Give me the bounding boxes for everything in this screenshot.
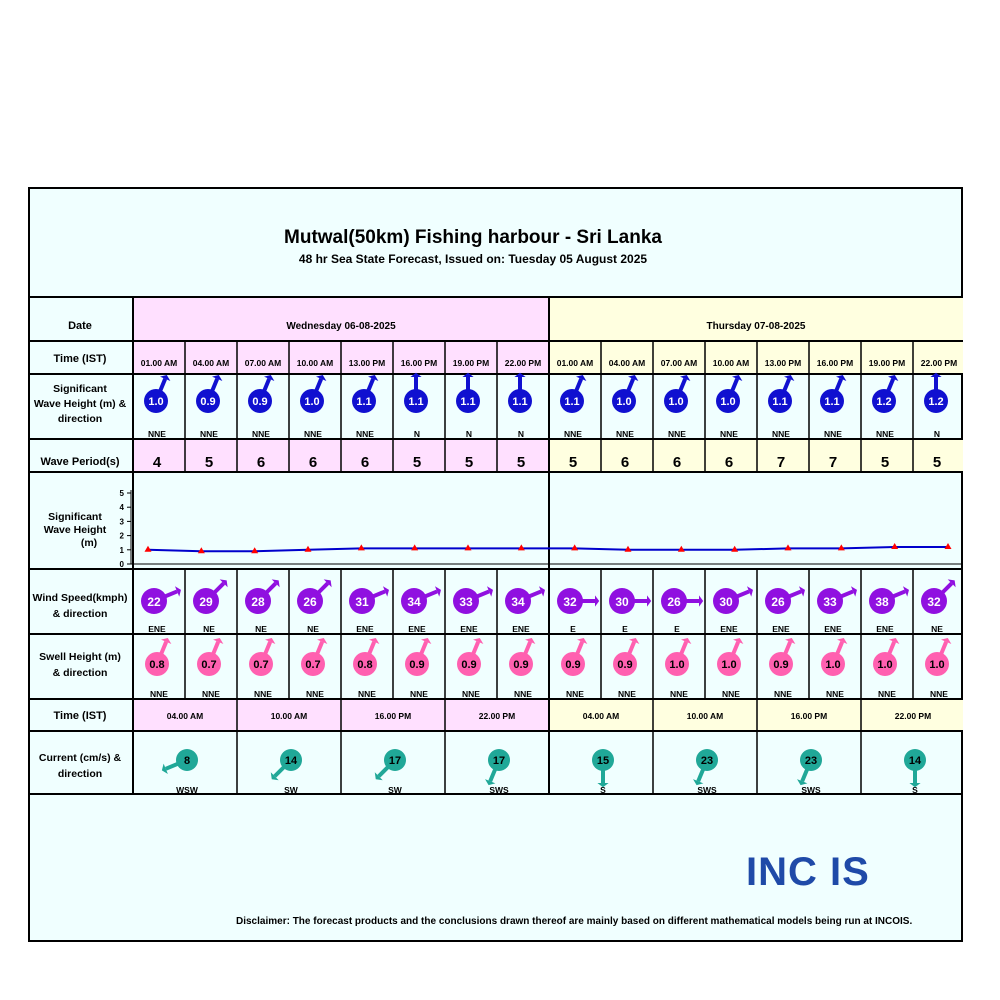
wave-direction-label: N xyxy=(465,429,473,439)
graph-point xyxy=(145,546,152,552)
wind-direction-label: NE xyxy=(931,624,943,634)
row-label-graph: (m) xyxy=(80,537,98,549)
wave-height-value: 1.1 xyxy=(564,396,580,408)
current-speed-value: 17 xyxy=(388,755,402,767)
wave-direction-label: NNE xyxy=(616,429,634,439)
graph-y-tick-label: 2 xyxy=(119,531,124,541)
row-label-wind: Wind Speed(kmph) xyxy=(32,592,128,604)
current-speed-value: 23 xyxy=(804,755,818,767)
row-label-wave: direction xyxy=(57,413,103,425)
day-label-2: Thursday 07-08-2025 xyxy=(706,321,806,332)
time-cell: 13.00 PM xyxy=(764,358,802,368)
time-cell: 07.00 AM xyxy=(660,358,698,368)
row-label-swell: Swell Height (m) xyxy=(39,651,121,663)
arrow-head xyxy=(647,595,651,606)
swell-direction-label: NNE xyxy=(930,689,948,699)
wave-period-value: 6 xyxy=(672,454,682,471)
current-direction-label: SW xyxy=(388,785,402,795)
arrow-head xyxy=(595,595,599,606)
wave-direction-label: NNE xyxy=(772,429,790,439)
wave-height-value: 1.1 xyxy=(512,396,528,408)
wave-direction-label: N xyxy=(517,429,525,439)
wind-speed-value: 32 xyxy=(563,595,577,609)
row-label-wave: Significant xyxy=(53,383,107,395)
swell-direction-label: NNE xyxy=(722,689,740,699)
wind-direction-label: ENE xyxy=(720,624,738,634)
swell-direction-label: NNE xyxy=(462,689,480,699)
wave-height-value: 0.9 xyxy=(252,396,268,408)
wave-period-value: 7 xyxy=(776,454,786,471)
wind-speed-value: 34 xyxy=(407,595,421,609)
wave-height-value: 1.1 xyxy=(460,396,476,408)
swell-direction-label: NNE xyxy=(774,689,792,699)
row-label-date: Date xyxy=(68,320,92,332)
time-cell: 01.00 AM xyxy=(556,358,594,368)
row-label-wave: Wave Height (m) & xyxy=(33,398,127,410)
wave-direction-label: NNE xyxy=(200,429,218,439)
time-cell: 10.00 AM xyxy=(296,358,334,368)
time2-cell: 16.00 PM xyxy=(790,711,828,721)
swell-height-value: 0.9 xyxy=(617,659,633,671)
wind-speed-value: 26 xyxy=(303,595,317,609)
wind-speed-value: 33 xyxy=(459,595,473,609)
wave-height-value: 1.2 xyxy=(876,396,892,408)
arrow-head xyxy=(699,595,703,606)
row-label-time2: Time (IST) xyxy=(53,710,107,722)
current-direction-icon xyxy=(162,749,198,774)
wind-speed-value: 33 xyxy=(823,595,837,609)
time2-cell: 10.00 AM xyxy=(270,711,308,721)
swell-direction-label: NNE xyxy=(566,689,584,699)
time2-cell: 22.00 PM xyxy=(894,711,932,721)
time-cell: 01.00 AM xyxy=(140,358,178,368)
current-speed-value: 14 xyxy=(908,755,922,767)
wave-direction-label: NNE xyxy=(824,429,842,439)
row-label-period: Wave Period(s) xyxy=(40,456,120,468)
swell-direction-label: NNE xyxy=(358,689,376,699)
current-direction-label: WSW xyxy=(176,785,198,795)
wave-direction-label: NNE xyxy=(304,429,322,439)
day-label-1: Wednesday 06-08-2025 xyxy=(286,321,396,332)
time2-cell: 04.00 AM xyxy=(582,711,620,721)
current-direction-label: SWS xyxy=(697,785,717,795)
wind-speed-value: 28 xyxy=(251,595,265,609)
time2-cell: 10.00 AM xyxy=(686,711,724,721)
wave-height-value: 1.1 xyxy=(408,396,424,408)
swell-height-value: 0.7 xyxy=(305,659,321,671)
wave-period-value: 5 xyxy=(412,454,422,471)
graph-y-tick-label: 4 xyxy=(119,503,124,513)
swell-height-value: 1.0 xyxy=(929,659,945,671)
wind-speed-value: 30 xyxy=(719,595,733,609)
swell-direction-label: NNE xyxy=(202,689,220,699)
wind-direction-label: E xyxy=(570,624,576,634)
wave-period-value: 5 xyxy=(568,454,578,471)
swell-height-value: 0.9 xyxy=(773,659,789,671)
swell-height-value: 0.8 xyxy=(149,659,165,671)
wave-height-value: 1.0 xyxy=(720,396,736,408)
wave-direction-label: NNE xyxy=(356,429,374,439)
wind-speed-value: 34 xyxy=(511,595,525,609)
wind-direction-label: E xyxy=(674,624,680,634)
wave-direction-label: NNE xyxy=(564,429,582,439)
wave-height-value: 1.1 xyxy=(824,396,840,408)
wave-period-value: 6 xyxy=(256,454,266,471)
current-direction-label: SW xyxy=(284,785,298,795)
logo-text: INC IS xyxy=(746,850,870,894)
wind-direction-label: ENE xyxy=(408,624,426,634)
wind-direction-label: ENE xyxy=(356,624,374,634)
swell-direction-label: NNE xyxy=(150,689,168,699)
wave-direction-label: NNE xyxy=(148,429,166,439)
swell-height-value: 0.9 xyxy=(461,659,477,671)
wave-height-value: 1.2 xyxy=(928,396,944,408)
wind-direction-label: ENE xyxy=(824,624,842,634)
wind-speed-value: 22 xyxy=(147,595,161,609)
wind-speed-value: 29 xyxy=(199,595,213,609)
wave-period-value: 5 xyxy=(204,454,214,471)
wind-direction-label: ENE xyxy=(876,624,894,634)
wind-direction-label: ENE xyxy=(460,624,478,634)
swell-direction-label: NNE xyxy=(254,689,272,699)
wave-height-value: 1.1 xyxy=(772,396,788,408)
row-label-graph: Significant xyxy=(48,511,102,523)
time-cell: 13.00 PM xyxy=(348,358,386,368)
incois-logo xyxy=(746,850,870,895)
time2-cell: 16.00 PM xyxy=(374,711,412,721)
wave-period-value: 5 xyxy=(880,454,890,471)
current-direction-label: SWS xyxy=(489,785,509,795)
row-label-swell: & direction xyxy=(52,667,108,679)
wave-period-value: 5 xyxy=(464,454,474,471)
time-cell: 19.00 PM xyxy=(452,358,490,368)
wave-period-value: 6 xyxy=(308,454,318,471)
time-cell: 10.00 AM xyxy=(712,358,750,368)
page-title: Mutwal(50km) Fishing harbour - Sri Lanka xyxy=(284,227,662,248)
wave-direction-label: NNE xyxy=(876,429,894,439)
swell-direction-label: NNE xyxy=(306,689,324,699)
swell-direction-label: NNE xyxy=(410,689,428,699)
swell-height-value: 1.0 xyxy=(721,659,737,671)
wind-speed-value: 26 xyxy=(771,595,785,609)
graph-y-tick-label: 1 xyxy=(119,545,124,555)
wave-height-value: 1.0 xyxy=(148,396,164,408)
time-cell: 16.00 PM xyxy=(816,358,854,368)
swell-height-value: 0.9 xyxy=(565,659,581,671)
day2-bg xyxy=(549,439,963,472)
time2-cell: 22.00 PM xyxy=(478,711,516,721)
wind-speed-value: 26 xyxy=(667,595,681,609)
swell-height-value: 0.9 xyxy=(409,659,425,671)
wave-height-value: 1.0 xyxy=(668,396,684,408)
wind-speed-value: 32 xyxy=(927,595,941,609)
current-direction-label: SWS xyxy=(801,785,821,795)
wave-period-value: 7 xyxy=(828,454,838,471)
row-label-graph: Wave Height xyxy=(43,524,107,536)
time-cell: 22.00 PM xyxy=(504,358,542,368)
row-label-time: Time (IST) xyxy=(53,353,107,365)
time2-cell: 04.00 AM xyxy=(166,711,204,721)
wind-direction-label: ENE xyxy=(512,624,530,634)
wave-direction-label: NNE xyxy=(252,429,270,439)
current-direction-label: S xyxy=(912,785,918,795)
swell-direction-label: NNE xyxy=(514,689,532,699)
wind-direction-label: ENE xyxy=(148,624,166,634)
time-cell: 04.00 AM xyxy=(608,358,646,368)
swell-height-value: 0.7 xyxy=(201,659,217,671)
wind-direction-label: NE xyxy=(255,624,267,634)
wind-direction-label: NE xyxy=(307,624,319,634)
swell-direction-label: NNE xyxy=(670,689,688,699)
swell-direction-label: NNE xyxy=(826,689,844,699)
wind-speed-value: 38 xyxy=(875,595,889,609)
wind-direction-label: NE xyxy=(203,624,215,634)
wave-direction-label: N xyxy=(413,429,421,439)
wave-direction-label: NNE xyxy=(720,429,738,439)
current-speed-value: 8 xyxy=(183,755,191,767)
swell-direction-label: NNE xyxy=(878,689,896,699)
wave-direction-label: NNE xyxy=(668,429,686,439)
row-label-current: Current (cm/s) & xyxy=(38,752,122,764)
time-cell: 04.00 AM xyxy=(192,358,230,368)
swell-height-value: 1.0 xyxy=(669,659,685,671)
current-speed-value: 15 xyxy=(596,755,610,767)
wave-period-value: 4 xyxy=(152,454,162,471)
time-cell: 22.00 PM xyxy=(920,358,958,368)
day1-bg xyxy=(133,297,549,341)
swell-height-value: 1.0 xyxy=(877,659,893,671)
wave-period-value: 5 xyxy=(932,454,942,471)
page-subtitle: 48 hr Sea State Forecast, Issued on: Tuesday 05 August 2025 xyxy=(298,252,648,266)
swell-height-value: 0.9 xyxy=(513,659,529,671)
current-speed-value: 17 xyxy=(492,755,506,767)
day2-bg xyxy=(549,297,963,341)
swell-direction-label: NNE xyxy=(618,689,636,699)
wave-height-value: 1.0 xyxy=(304,396,320,408)
wind-speed-value: 31 xyxy=(355,595,369,609)
wind-speed-value: 30 xyxy=(615,595,629,609)
wave-period-value: 6 xyxy=(620,454,630,471)
time-cell: 16.00 PM xyxy=(400,358,438,368)
wind-direction-label: E xyxy=(622,624,628,634)
wave-direction-label: N xyxy=(933,429,941,439)
disclaimer-text: Disclaimer: The forecast products and the conclusions drawn thereof are mainly based on different mathematical models being run at INCOIS. xyxy=(236,916,913,927)
row-label-wind: & direction xyxy=(52,608,108,620)
graph-y-tick-label: 5 xyxy=(119,489,124,498)
wave-height-value: 1.1 xyxy=(356,396,372,408)
current-direction-label: S xyxy=(600,785,606,795)
row-label-current: direction xyxy=(57,768,103,780)
current-speed-value: 23 xyxy=(700,755,714,767)
graph-y-tick-label: 3 xyxy=(119,517,124,527)
wave-period-value: 5 xyxy=(516,454,526,471)
swell-height-value: 0.8 xyxy=(357,659,373,671)
graph-y-tick-label: 0 xyxy=(119,560,124,569)
wind-direction-label: ENE xyxy=(772,624,790,634)
wave-height-value: 1.0 xyxy=(616,396,632,408)
wave-period-value: 6 xyxy=(724,454,734,471)
time-cell: 19.00 PM xyxy=(868,358,906,368)
wave-period-value: 6 xyxy=(360,454,370,471)
current-speed-value: 14 xyxy=(284,755,298,767)
swell-height-value: 1.0 xyxy=(825,659,841,671)
swell-height-value: 0.7 xyxy=(253,659,269,671)
time-cell: 07.00 AM xyxy=(244,358,282,368)
wave-height-value: 0.9 xyxy=(200,396,216,408)
